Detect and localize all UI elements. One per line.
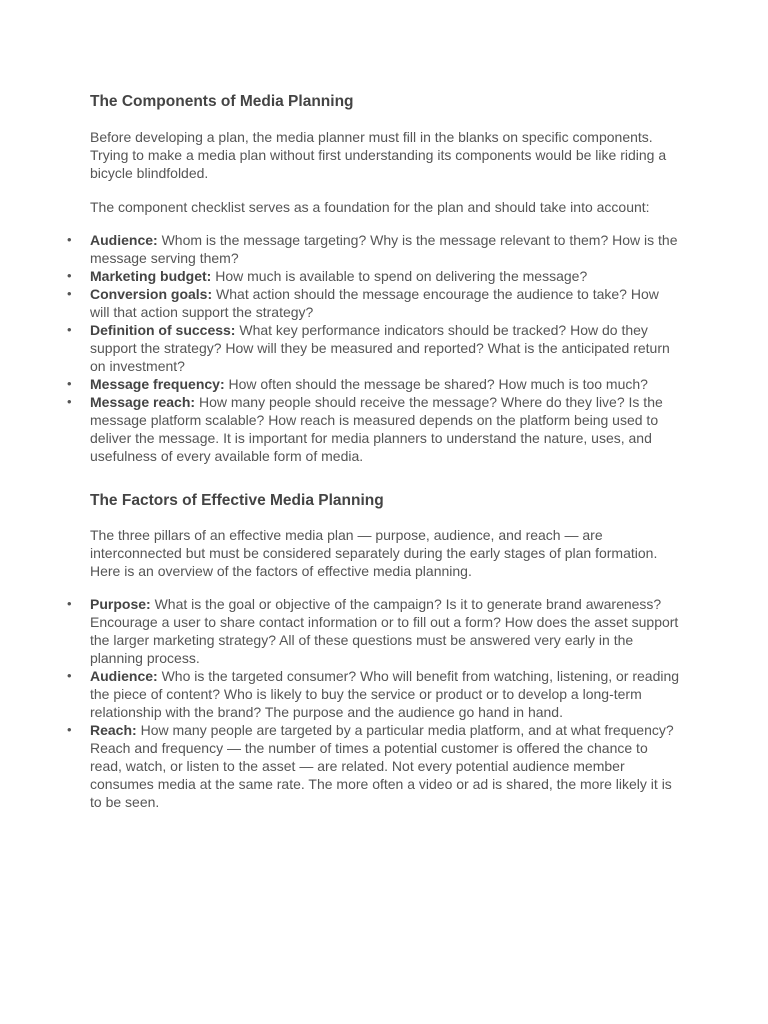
bullet-icon: • <box>67 322 72 337</box>
bullet-icon: • <box>67 596 72 611</box>
item-term: Message frequency: <box>90 376 225 392</box>
paragraph-checklist: The component checklist serves as a foundation for the plan and should take into account: <box>90 199 650 215</box>
item-term: Audience: <box>90 668 158 684</box>
item-term: Message reach: <box>90 394 196 410</box>
item-term: Reach: <box>90 722 137 738</box>
list-item-audience <box>67 231 682 267</box>
section-title-factors: The Factors of Effective Media Planning <box>90 492 384 509</box>
list-item-message-reach <box>67 393 682 465</box>
bullet-icon: • <box>67 394 72 409</box>
bullet-icon: • <box>67 268 72 283</box>
item-term: Definition of success: <box>90 322 236 338</box>
list-item-audience <box>67 667 682 721</box>
document-page <box>67 0 682 811</box>
item-text: What is the goal or objective of the campaign? Is it to generate brand awareness? Encourage a user to share contact information or to fill out a form? How does the asset support the larger marketing strategy? All of these questions must be answered very early in the planning process. <box>90 596 679 666</box>
bullet-icon: • <box>67 668 72 683</box>
item-term: Conversion goals: <box>90 286 213 302</box>
factor-list <box>67 595 682 811</box>
item-text: How many people should receive the message? Where do they live? Is the message platform scalable? How reach is measured depends on the platform being used to deliver the message. It is important for media planners to understand the nature, uses, and usefulness of every available form of media. <box>90 394 663 464</box>
item-text: How many people are targeted by a particular media platform, and at what frequency? Reach and frequency — the number of times a potential customer is offered the chance to read, watch, or listen to the asset — are related. Not every potential audience member consumes media at the same rate. The more often a video or ad is shared, the more likely it is to be seen. <box>90 722 674 810</box>
component-list <box>67 231 682 465</box>
item-text: How much is available to spend on delivering the message? <box>211 268 588 284</box>
paragraph-intro: Before developing a plan, the media planner must fill in the blanks on specific components. Trying to make a media plan without first understanding its components would be like riding a bicycle blindfolded. <box>90 129 667 181</box>
section-title-components: The Components of Media Planning <box>90 93 354 110</box>
bullet-icon: • <box>67 232 72 247</box>
bullet-icon: • <box>67 376 72 391</box>
item-term: Marketing budget: <box>90 268 212 284</box>
item-text: Who is the targeted consumer? Who will benefit from watching, listening, or reading the piece of content? Who is likely to buy the service or product or to develop a long-term relationship with the brand? The purpose and the audience go hand in hand. <box>90 668 680 720</box>
item-text: How often should the message be shared? How much is too much? <box>224 376 648 392</box>
item-term: Purpose: <box>90 596 151 612</box>
item-term: Audience: <box>90 232 158 248</box>
item-text: Whom is the message targeting? Why is the message relevant to them? How is the message serving them? <box>90 232 678 266</box>
item-text: What key performance indicators should be tracked? How do they support the strategy? How will they be measured and reported? What is the anticipated return on investment? <box>90 322 670 374</box>
bullet-icon: • <box>67 286 72 301</box>
paragraph-pillars: The three pillars of an effective media plan — purpose, audience, and reach — are interconnected but must be considered separately during the early stages of plan formation. Here is an overview of the factors of effective media planning. <box>90 527 658 579</box>
bullet-icon: • <box>67 722 72 737</box>
list-item-purpose <box>67 595 682 667</box>
list-item-reach <box>67 721 682 811</box>
list-item-message-frequency <box>67 375 682 393</box>
list-item-definition-of-success <box>67 321 682 375</box>
item-text: What action should the message encourage the audience to take? How will that action support the strategy? <box>90 286 659 320</box>
list-item-conversion-goals <box>67 285 682 321</box>
list-item-marketing-budget <box>67 267 682 285</box>
